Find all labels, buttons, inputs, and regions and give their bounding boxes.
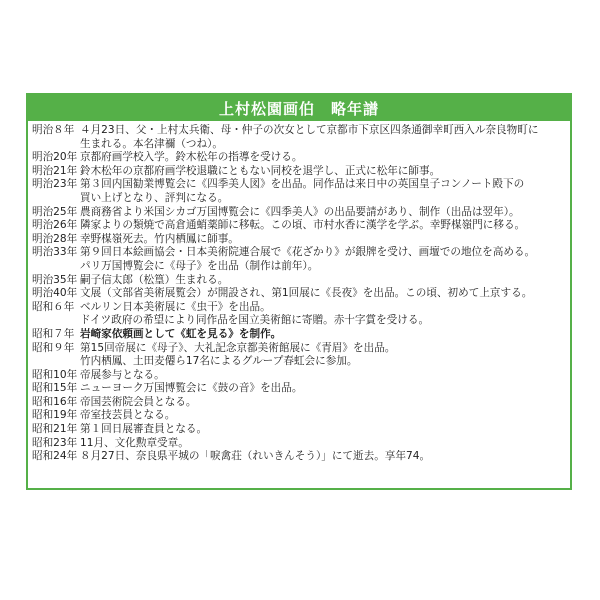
- era-label: 昭和16年: [32, 395, 78, 408]
- chronology-row: [32, 206, 566, 220]
- chronology-row: [32, 246, 566, 273]
- event-text: [80, 409, 566, 423]
- era-label: 昭和６年: [32, 300, 75, 313]
- event-line: パリ万国博覧会に《母子》を出品（制作は前年）。: [80, 259, 319, 272]
- page-title: 上村松園画伯 略年譜: [218, 99, 379, 118]
- era-label: 昭和９年: [32, 341, 75, 354]
- chronology-row: [32, 369, 566, 383]
- era-label: 昭和15年: [32, 382, 78, 395]
- event-text: [80, 219, 566, 233]
- event-line: 第１回日展審査員となる。: [80, 423, 208, 436]
- event-text: [80, 382, 566, 396]
- event-line: ８月27日、奈良県平城の「唳禽荘（れいきんそう）」にて逝去。享年74。: [80, 450, 431, 463]
- event-text: [80, 151, 566, 165]
- era-label: 昭和10年: [32, 368, 78, 381]
- era-label: 昭和７年: [32, 327, 75, 340]
- chronology-row: [32, 328, 566, 342]
- event-text: [80, 301, 566, 328]
- event-line: ドイツ政府の希望により同作品を国立美術館に寄贈。赤十字賞を受ける。: [80, 314, 430, 327]
- event-text: [80, 437, 566, 451]
- event-text: [80, 396, 566, 410]
- event-line: 鈴木松年の京都府画学校退職にともない同校を退学し、正式に松年に師事。: [80, 164, 441, 177]
- era-label: 明治23年: [32, 178, 78, 191]
- event-line: 幸野楳嶺死去。竹内栖鳳に師事。: [80, 232, 239, 245]
- event-text: [80, 124, 566, 151]
- event-line: 帝室技芸員となる。: [80, 409, 176, 422]
- event-line: 第15回帝展に《母子》、大礼記念京都美術館展に《青眉》を出品。: [80, 341, 396, 354]
- era-label: 昭和24年: [32, 450, 78, 463]
- chronology-row: [32, 233, 566, 247]
- chronology-row: [32, 396, 566, 410]
- era-label: 昭和23年: [32, 436, 78, 449]
- chronology-row: [32, 165, 566, 179]
- event-line: 生まれる。本名津禰（つね）。: [80, 137, 224, 150]
- chronology-row: [32, 342, 566, 369]
- event-text: [80, 328, 566, 342]
- chronology-row: [32, 151, 566, 165]
- event-line: 京都府画学校入学。鈴木松年の指導を受ける。: [80, 151, 303, 164]
- era-label: 明治21年: [32, 164, 78, 177]
- chronology-list: [28, 121, 570, 464]
- chronology-row: [32, 409, 566, 423]
- event-line: ニューヨーク万国博覧会に《鼓の音》を出品。: [80, 382, 303, 395]
- event-line: 隣家よりの類焼で高倉通蛸薬師に移転。この頃、市村水香に漢学を学ぶ。幸野楳嶺門に移る。: [80, 219, 526, 232]
- era-label: 昭和19年: [32, 409, 78, 422]
- event-text: [80, 342, 566, 369]
- event-line: 買い上げとなり、評判になる。: [80, 191, 229, 204]
- era-label: 明治33年: [32, 246, 78, 259]
- chronology-row: [32, 219, 566, 233]
- era-label: 明治25年: [32, 205, 78, 218]
- event-text: [80, 178, 566, 205]
- chronology-card: [26, 93, 572, 490]
- event-line: 岩崎家依頼画として《虹を見る》を制作。: [80, 327, 282, 340]
- chronology-row: [32, 274, 566, 288]
- event-text: [80, 423, 566, 437]
- event-text: [80, 287, 566, 301]
- header-bar: [28, 95, 570, 121]
- chronology-row: [32, 450, 566, 464]
- chronology-row: [32, 301, 566, 328]
- event-text: [80, 165, 566, 179]
- event-line: 第９回日本絵画協会・日本美術院連合展で《花ざかり》が銀牌を受け、画壇での地位を高める。: [80, 246, 536, 259]
- chronology-row: [32, 124, 566, 151]
- chronology-row: [32, 287, 566, 301]
- event-line: 竹内栖鳳、土田麦僊ら17名によるグループ春虹会に参加。: [80, 355, 358, 368]
- era-label: 明治40年: [32, 287, 78, 300]
- era-label: 明治26年: [32, 219, 78, 232]
- chronology-row: [32, 178, 566, 205]
- event-line: 第３回内国勧業博覧会に《四季美人図》を出品。同作品は来日中の英国皇子コンノート殿下の: [80, 178, 525, 191]
- event-line: ベルリン日本美術展に《虫干》を出品。: [80, 300, 271, 313]
- era-label: 明治８年: [32, 124, 75, 136]
- event-line: 嗣子信太郎（松篁）生まれる。: [80, 273, 229, 286]
- era-label: 明治35年: [32, 273, 78, 286]
- event-text: [80, 369, 566, 383]
- era-label: 昭和21年: [32, 423, 78, 436]
- era-label: 明治20年: [32, 151, 78, 164]
- era-label: 明治28年: [32, 232, 78, 245]
- chronology-row: [32, 423, 566, 437]
- event-text: [80, 206, 566, 220]
- event-line: ４月23日、父・上村太兵衛、母・仲子の次女として京都市下京区四条通御幸町西入ル奈良物町に: [80, 124, 539, 136]
- event-line: 農商務省より米国シカゴ万国博覧会に《四季美人》の出品要請があり、制作（出品は翌年）。: [80, 205, 520, 218]
- chronology-row: [32, 437, 566, 451]
- event-text: [80, 246, 566, 273]
- event-text: [80, 450, 566, 464]
- chronology-row: [32, 382, 566, 396]
- event-line: 11月、文化勲章受章。: [80, 436, 189, 449]
- event-line: 帝展参与となる。: [80, 368, 165, 381]
- event-text: [80, 233, 566, 247]
- event-line: 帝国芸術院会員となる。: [80, 395, 197, 408]
- event-text: [80, 274, 566, 288]
- event-line: 文展（文部省美術展覧会）が開設され、第1回展に《長夜》を出品。この頃、初めて上京する。: [80, 287, 533, 300]
